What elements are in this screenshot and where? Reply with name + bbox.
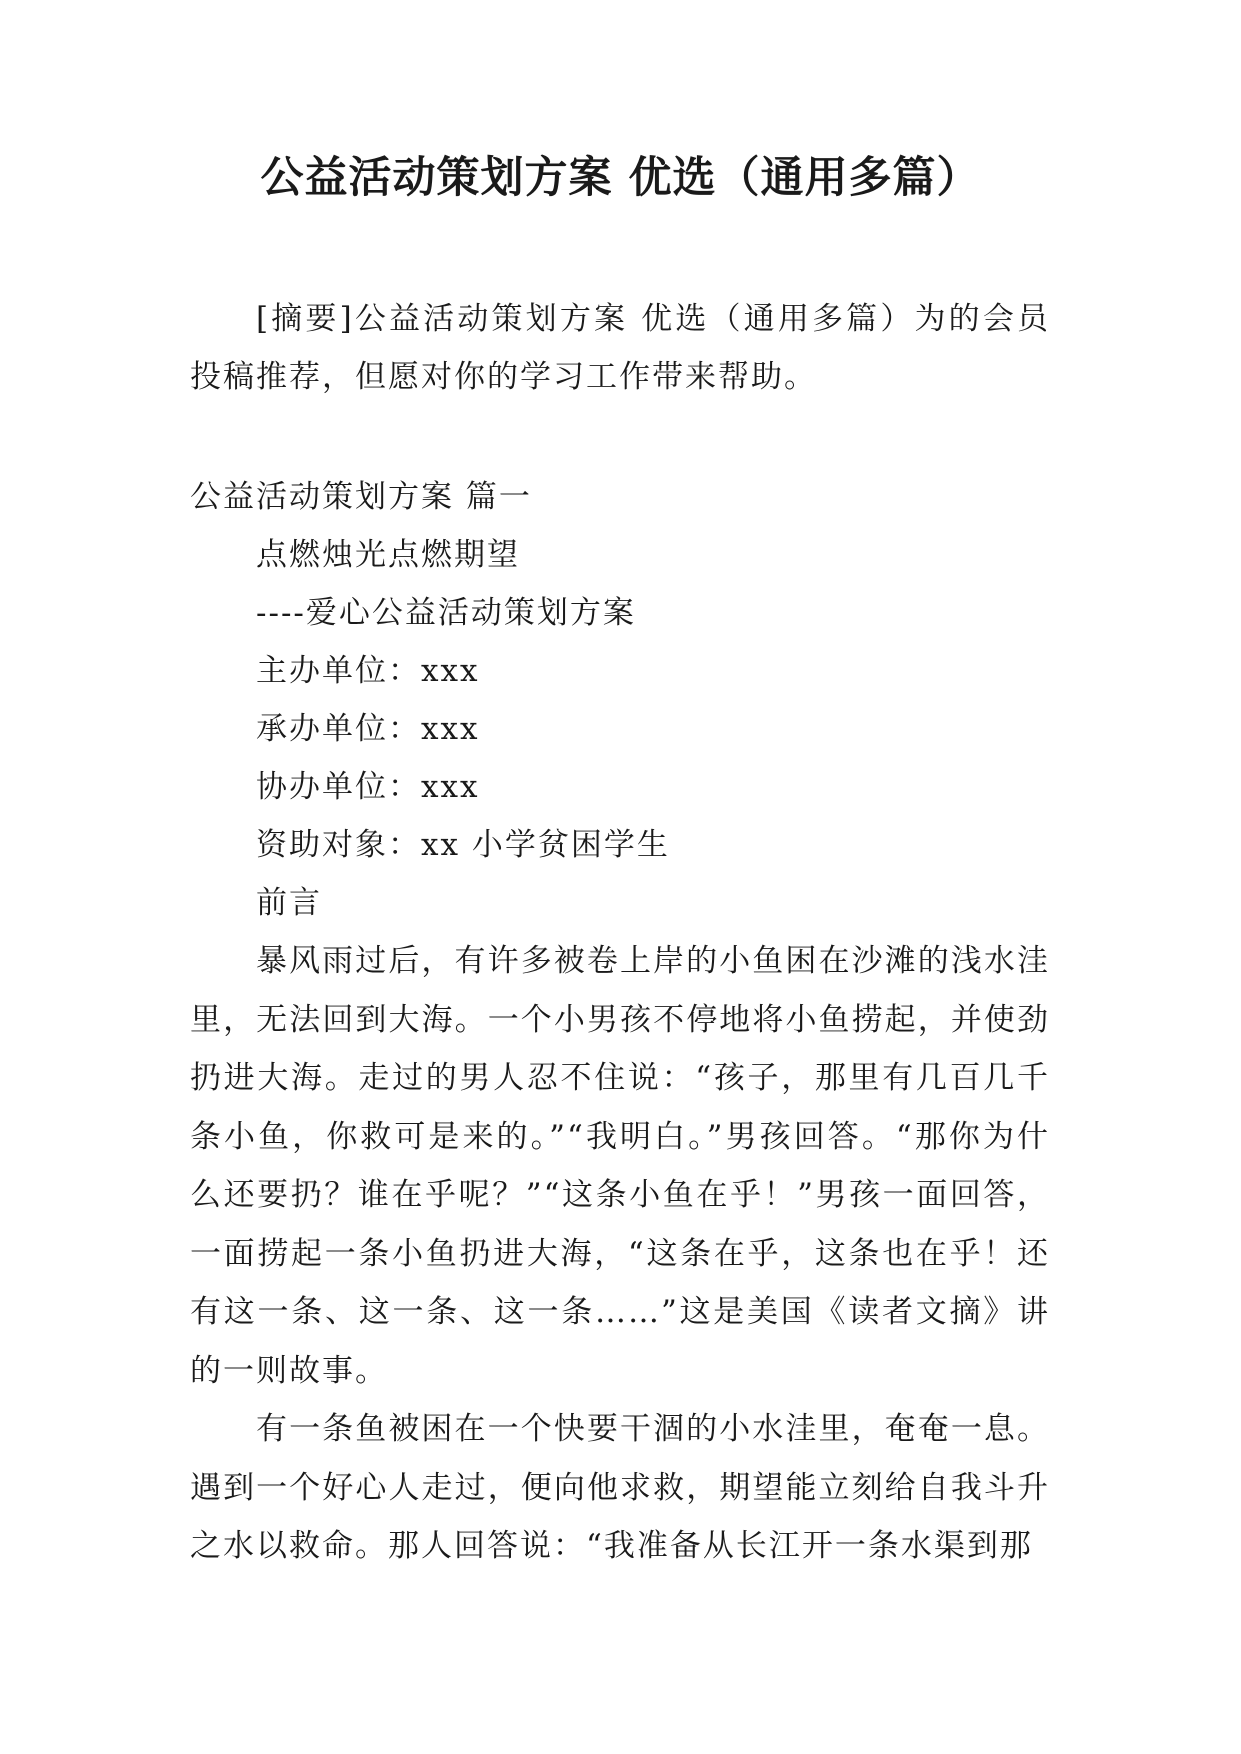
body-paragraph: 有一条鱼被困在一个快要干涸的小水洼里，奄奄一息。遇到一个好心人走过，便向他求救，期望能立刻给自我斗升之水以救命。那人回答说：“我准备从长江开一条水渠到那 [190,1411,1050,1564]
body-paragraph: 暴风雨过后，有许多被卷上岸的小鱼困在沙滩的浅水洼里，无法回到大海。一个小男孩不停地将小鱼捞起，并使劲扔进大海。走过的男人忍不住说：“孩子，那里有几百几千条小鱼，你救可是来的。”“我明白。”男孩回答。“那你为什么还要扔？谁在乎呢？”“这条小鱼在乎！”男孩一面回答，一面捞起一条小鱼扔进大海，“这条在乎，这条也在乎！还有这一条、这一条、这一条……”这是美国《读者文摘》讲的一则故事。 [190,943,1050,1389]
field-co-organizer: 协办单位：xxx [256,769,480,805]
subtitle: 点燃烛光点燃期望 [256,537,520,573]
subtitle-secondary: ----爱心公益活动策划方案 [256,595,636,631]
field-beneficiary: 资助对象：xx 小学贫困学生 [256,827,670,863]
field-undertaker: 承办单位：xxx [256,711,480,747]
abstract-paragraph: [摘要]公益活动策划方案 优选（通用多篇）为的会员投稿推荐，但愿对你的学习工作带来帮助。 [190,301,1050,395]
field-organizer: 主办单位：xxx [256,653,480,689]
section-heading: 公益活动策划方案 篇一 [190,479,532,515]
document-body [190,468,1050,1576]
preface-heading: 前言 [256,885,322,921]
document-title: 公益活动策划方案 优选（通用多篇） [260,153,981,203]
